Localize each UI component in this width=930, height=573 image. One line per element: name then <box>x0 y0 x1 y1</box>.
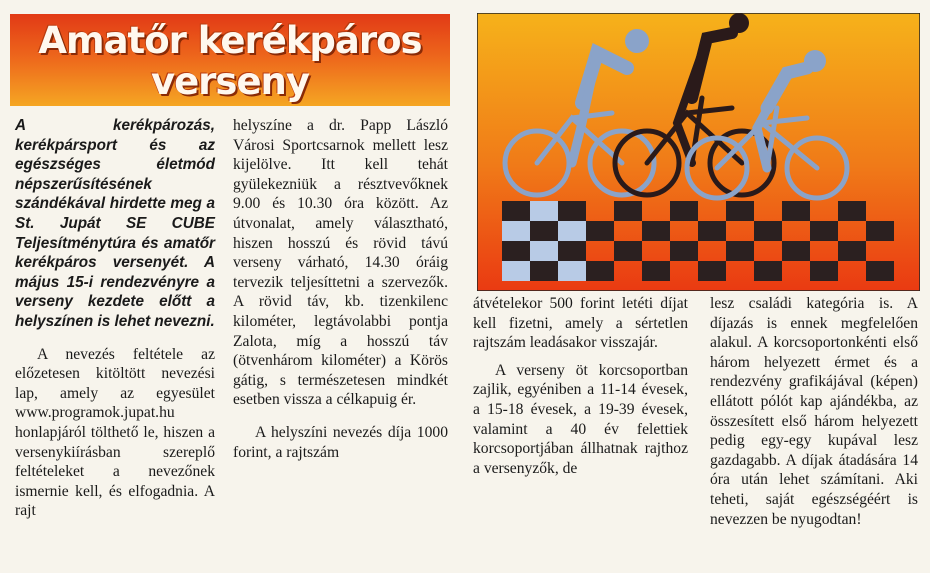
checker-square <box>642 261 670 281</box>
lead-paragraph: A kerékpározás, kerékpársport és az egészséges életmód népszerűsítésének szándékával hirdette meg a St. Jupát SE CUBE Teljesítménytúra és amatőr kerékpáros versenyét. A május 15-i rendezvényre a verseny kezdete előtt a helyszínen is lehet nevezni. <box>15 117 215 330</box>
checker-square <box>670 201 698 221</box>
checker-square <box>558 221 586 241</box>
checker-square <box>530 201 558 221</box>
checker-square <box>558 241 586 261</box>
checker-square <box>810 261 838 281</box>
body-paragraph: A verseny öt korcsoportban zajlik, egyéniben a 11-14 évesek, a 15-18 évesek, a 19-39 évesek, valamint a 40 év felettiek korcsoportjában állhatnak rajthoz a versenyzők, de <box>473 361 688 477</box>
checker-square <box>502 261 530 281</box>
checker-square <box>838 241 866 261</box>
body-paragraph: A nevezés feltétele az előzetesen kitöltött nevezési lap, amely az egyesület www.programok.jupat.hu honlapjáról tölthető le, hiszen a versenykiírásban szereplő feltételeket a nevezőnek ismernie kell, és elfogadnia. A rajt <box>15 345 215 520</box>
column-3 <box>473 294 688 478</box>
checker-square <box>726 201 754 221</box>
checker-square <box>698 221 726 241</box>
checker-square <box>866 221 894 241</box>
checker-square <box>810 221 838 241</box>
cyclists-illustration <box>477 13 920 291</box>
checker-square <box>530 241 558 261</box>
checker-square <box>838 201 866 221</box>
checker-square <box>614 241 642 261</box>
body-paragraph: helyszíne a dr. Papp László Városi Sportcsarnok mellett lesz kijelölve. Itt kell tehát gyülekezniük a résztvevőknek 9.00 és 10.30 óra között. Az útvonalat, amely választható, hiszen hosszú és rövid távú verseny várható, 14.30 óráig tervezik teljesíttetni a szervezők. A rövid táv, kb. tizenkilenc kilométer, legtávolabbi pontja Zalota, míg a hosszú táv (ötvenhárom kilométer) a Körös gátig, s természetesen mindkét esetben vissza a célkapuig ér. <box>233 117 448 409</box>
checker-square <box>726 241 754 261</box>
checker-square <box>502 241 530 261</box>
column-2 <box>233 116 448 462</box>
checker-square <box>754 261 782 281</box>
checker-square <box>586 221 614 241</box>
checker-square <box>558 261 586 281</box>
checker-square <box>866 261 894 281</box>
checker-square <box>782 201 810 221</box>
checker-square <box>642 221 670 241</box>
headline: Amatőr kerékpáros verseny <box>38 19 422 103</box>
checker-square <box>586 261 614 281</box>
checker-square <box>614 201 642 221</box>
checker-square <box>502 201 530 221</box>
column-4 <box>710 294 918 529</box>
checker-square <box>670 241 698 261</box>
checker-square <box>530 221 558 241</box>
checker-square <box>754 221 782 241</box>
body-paragraph: átvételekor 500 forint letéti díjat kell fizetni, amely a sértetlen rajtszám leadásakor visszajár. <box>473 295 688 352</box>
checker-square <box>698 261 726 281</box>
checker-square <box>502 221 530 241</box>
body-paragraph: lesz családi kategória is. A díjazás is ennek megfelelően alakul. A korcsoportonkénti első három helyezett érmet és a rendezvény grafikájával (képen) ellátott pólót kap ajándékba, az összesített első három helyezett pedig egy-egy kupával lesz gazdagabb. A díjak átadására 14 óra után lehet számítani. Aki teheti, saját egészségéért is nevezzen be nyugodtan! <box>710 295 918 528</box>
checker-square <box>558 201 586 221</box>
column-1 <box>15 116 215 521</box>
headline-banner <box>10 14 450 106</box>
body-paragraph: A helyszíni nevezés díja 1000 forint, a rajtszám <box>233 423 448 461</box>
checker-square <box>782 241 810 261</box>
checker-square <box>530 261 558 281</box>
